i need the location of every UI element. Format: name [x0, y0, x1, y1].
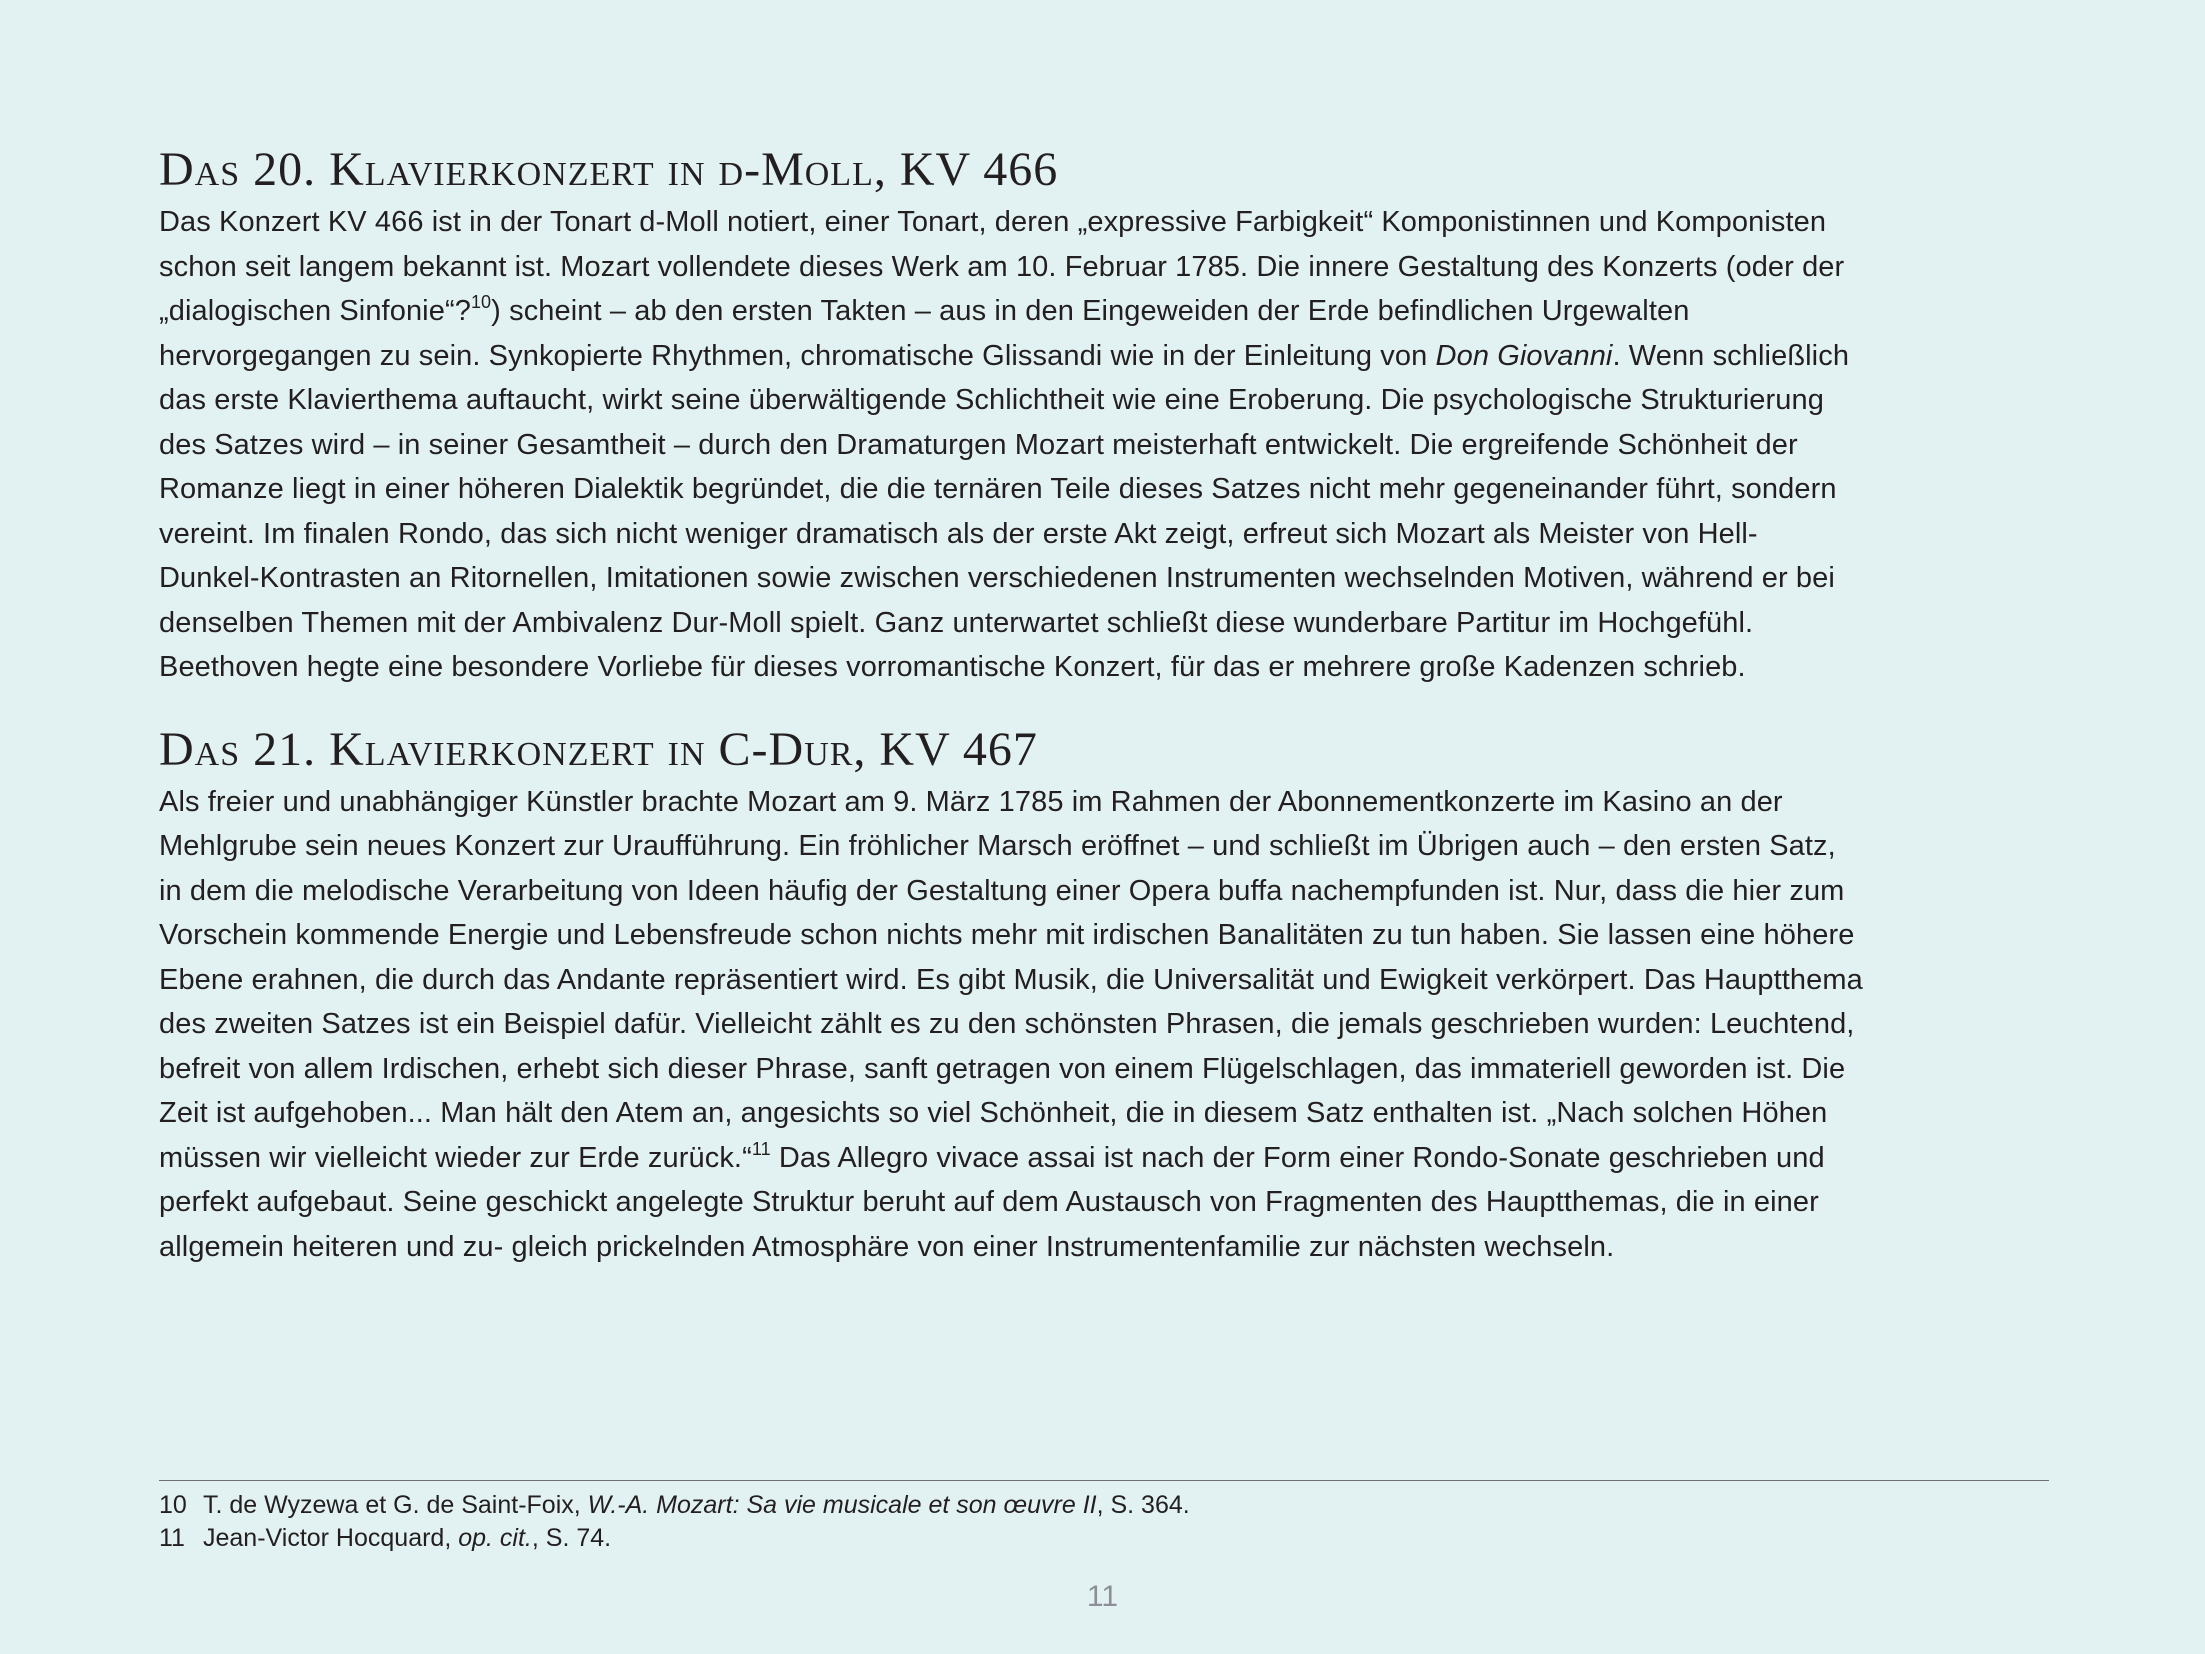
footnote-number: 11 [159, 1524, 185, 1552]
text-line: allgemein heiteren und zu- gleich prickelnden Atmosphäre von einer Instrumentenfamilie zur nächsten wechseln. [159, 1230, 1615, 1263]
text-line: befreit von allem Irdischen, erhebt sich dieser Phrase, sanft getragen von einem Flügelschlagen, das immateriell geworden ist. Die [159, 1052, 1846, 1085]
work-title-italic: Don Giovanni [1435, 339, 1613, 372]
text-line: Dunkel-Kontrasten an Ritornellen, Imitationen sowie zwischen verschiedenen Instrumenten wechselnden Motiven, während er bei [159, 562, 1835, 594]
footnote-text: T. de Wyzewa et G. de Saint-Foix, [203, 1491, 588, 1519]
text-line [159, 334, 2049, 379]
main-content [159, 140, 2049, 1269]
text-line: vereint. Im finalen Rondo, das sich nicht weniger dramatisch als der erste Akt zeigt, erfreut sich Mozart als Meister von Hell- [159, 517, 1758, 550]
text-line: in dem die melodische Verarbeitung von Ideen häufig der Gestaltung einer Opera buffa nachempfunden ist. Nur, dass die hier zum [159, 874, 1845, 907]
text-line: das erste Klavierthema auftaucht, wirkt seine überwältigende Schlichtheit wie eine Eroberung. Die psychologische Strukturierung [159, 384, 1824, 416]
text-line [159, 1136, 2049, 1181]
footnotes [159, 1480, 2049, 1555]
paren-close: ) [491, 295, 501, 327]
text-line: Romanze liegt in einer höheren Dialektik begründet, die die ternären Teile dieses Satzes nicht mehr gegeneinander führt, sondern [159, 473, 1837, 505]
footnote-text: Jean-Victor Hocquard, [203, 1524, 459, 1552]
footnote-number: 10 [159, 1491, 187, 1519]
text-line: Mehlgrube sein neues Konzert zur Uraufführung. Ein fröhlicher Marsch eröffnet – und schließt im Übrigen auch – den ersten Satz, [159, 830, 1836, 862]
section-heading: Das 21. Klavierkonzert in C-Dur, KV 467 [159, 722, 1038, 776]
body-paragraph [159, 200, 2049, 690]
text-line: Beethoven hegte eine besondere Vorliebe für dieses vorromantische Konzert, für das er mehrere große Kadenzen schrieb. [159, 651, 1746, 683]
footnote-title-italic: W.-A. Mozart: Sa vie musicale et son œuvre II [587, 1491, 1097, 1519]
text-line: des Satzes wird – in seiner Gesamtheit – durch den Dramaturgen Mozart meisterhaft entwickelt. Die ergreifende Schönheit der [159, 428, 1798, 461]
footnote-text: , S. 364. [1096, 1491, 1190, 1519]
footnote-title-italic: op. cit. [458, 1524, 532, 1552]
line-text: scheint – ab den ersten Takten – aus in den Eingeweiden der Erde befindlichen Urgewalten [509, 295, 1690, 327]
page-number: 11 [1086, 1580, 1119, 1613]
section-kv466 [159, 140, 2049, 690]
text-line: des zweiten Satzes ist ein Beispiel dafür. Vielleicht zählt es zu den schönsten Phrasen, die jemals geschrieben wurden: Leuchtend, [159, 1008, 1855, 1040]
footnote-10 [159, 1489, 2049, 1522]
line-text: müssen wir vielleicht wieder zur Erde zurück.“ [159, 1141, 752, 1174]
section-heading: Das 20. Klavierkonzert in d-Moll, KV 466 [159, 143, 1059, 196]
text-line: Ebene erahnen, die durch das Andante repräsentiert wird. Es gibt Musik, die Universalität und Ewigkeit verkörpert. Das Hauptthema [159, 963, 1863, 996]
footnote-11 [159, 1522, 2049, 1555]
text-line: Vorschein kommende Energie und Lebensfreude schon nichts mehr mit irdischen Banalitäten zu tun haben. Sie lassen eine höhere [159, 919, 1855, 951]
footnote-text: , S. 74. [531, 1524, 612, 1552]
quote-text: „dialogischen Sinfonie“? [159, 295, 471, 327]
section-kv467 [159, 720, 2049, 1270]
text-line: perfekt aufgebaut. Seine geschickt angelegte Struktur beruht auf dem Austausch von Fragmenten des Hauptthemas, die in einer [159, 1186, 1819, 1218]
line-text: hervorgegangen zu sein. Synkopierte Rhythmen, chromatische Glissandi wie in der Einleitung von [159, 339, 1428, 372]
text-line [159, 289, 2049, 334]
text-line: schon seit langem bekannt ist. Mozart vollendete dieses Werk am 10. Februar 1785. Die innere Gestaltung des Konzerts (oder der [159, 250, 1845, 283]
body-paragraph [159, 780, 2049, 1270]
text-line: Zeit ist aufgehoben... Man hält den Atem an, angesichts so viel Schönheit, die in diesem Satz enthalten ist. „Nach solchen Höhen [159, 1097, 1828, 1129]
text-line: denselben Themen mit der Ambivalenz Dur-Moll spielt. Ganz unterwartet schließt diese wunderbare Partitur im Hochgefühl. [159, 606, 1754, 639]
footnote-ref-11[interactable]: 11 [751, 1138, 771, 1159]
footnote-ref-10[interactable]: 10 [470, 292, 492, 312]
text-line: Das Konzert KV 466 ist in der Tonart d-Moll notiert, einer Tonart, deren „expressive Farbigkeit“ Komponistinnen und Komponisten [159, 206, 1827, 238]
line-text: Das Allegro vivace assai ist nach der Form einer Rondo-Sonate geschrieben und [770, 1141, 1825, 1174]
line-text: . Wenn schließlich [1612, 339, 1850, 372]
text-line: Als freier und unabhängiger Künstler brachte Mozart am 9. März 1785 im Rahmen der Abonnementkonzerte im Kasino an der [159, 785, 1783, 818]
